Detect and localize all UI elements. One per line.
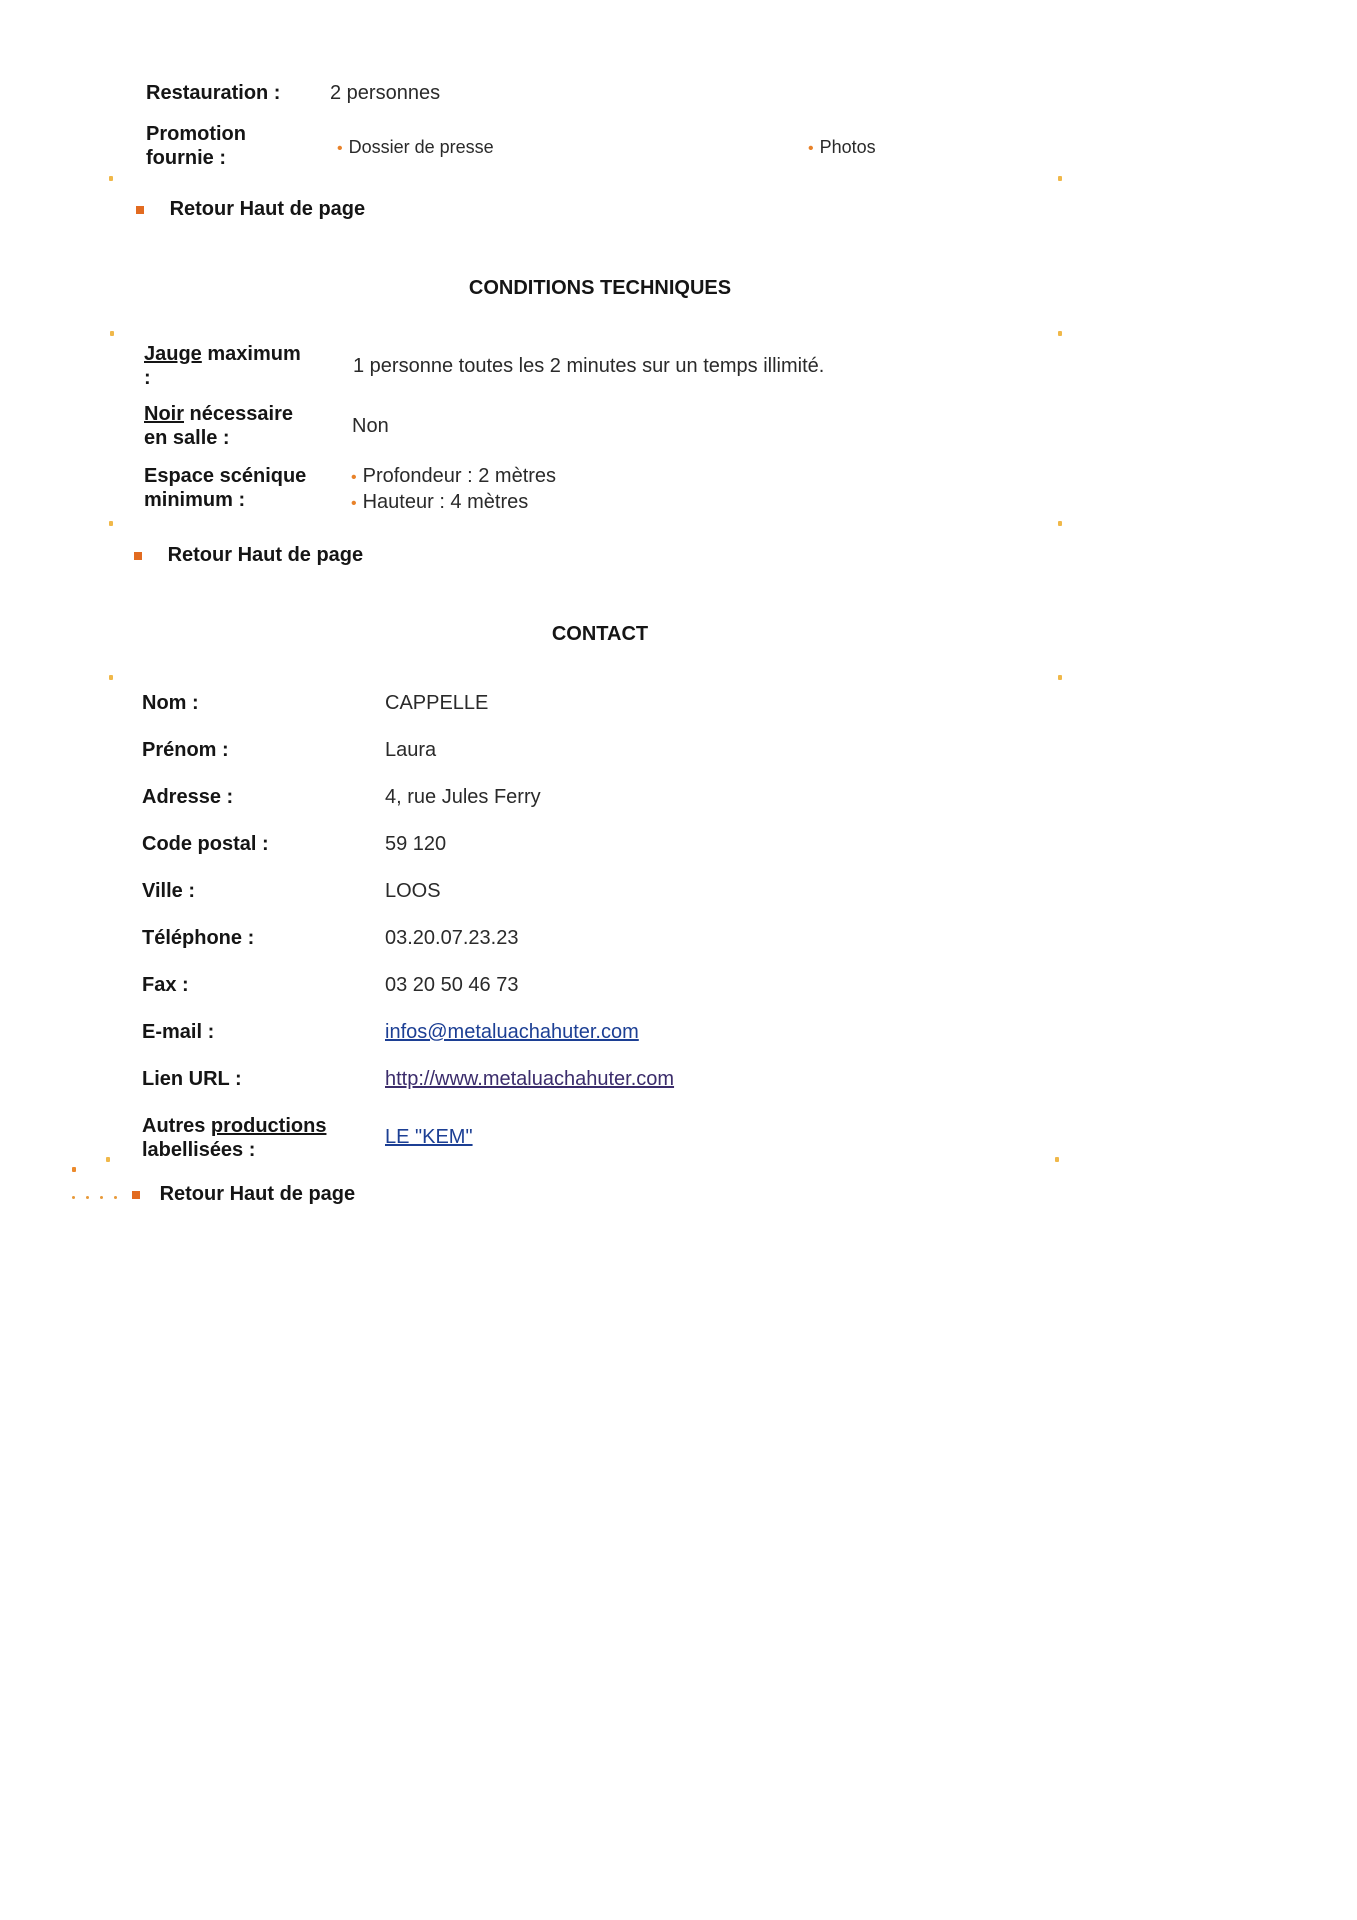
espace-label-line1: Espace scénique: [144, 465, 307, 487]
dotted-leader: [72, 1189, 128, 1207]
noir-label: [144, 402, 293, 450]
jauge-value: 1 personne toutes les 2 minutes sur un temps illimité.: [353, 355, 825, 377]
kem-link[interactable]: LE "KEM": [385, 1126, 473, 1148]
restauration-label: Restauration :: [146, 82, 281, 104]
jauge-label-rest: maximum: [201, 343, 301, 365]
autres-label-plain: Autres: [142, 1115, 211, 1137]
contact-heading: CONTACT: [551, 623, 649, 645]
espace-item: [351, 464, 556, 490]
contact-row-label: Adresse :: [142, 786, 234, 808]
contact-row-value: 03.20.07.23.23: [385, 927, 519, 949]
corner-mark: [1055, 1157, 1059, 1162]
promotion-label: [146, 122, 246, 170]
noir-label-rest: nécessaire: [184, 403, 293, 425]
corner-mark: [1058, 521, 1062, 526]
square-bullet-icon: [132, 1191, 140, 1199]
promotion-item-label: Photos: [819, 137, 876, 157]
contact-row: [142, 926, 842, 973]
contact-row-value: CAPPELLE: [385, 692, 489, 714]
promotion-item: [337, 136, 494, 160]
contact-row-label: Téléphone :: [142, 927, 255, 949]
espace-label-line2: minimum :: [144, 489, 246, 511]
back-to-top-label: Retour Haut de page: [159, 1183, 356, 1205]
restauration-value: 2 personnes: [330, 82, 441, 104]
autres-label-line2: labellisées :: [142, 1139, 256, 1161]
corner-mark: [110, 331, 114, 336]
noir-value: Non: [352, 415, 389, 437]
autres-label: [142, 1114, 842, 1162]
jauge-label-line2: :: [144, 367, 151, 389]
espace-item-label: Hauteur : 4 mètres: [362, 491, 529, 513]
contact-row-label: Fax :: [142, 974, 189, 996]
back-to-top-label: Retour Haut de page: [167, 544, 364, 566]
bullet-icon: •: [808, 140, 814, 157]
corner-mark: [109, 675, 113, 680]
contact-row-url: [142, 1067, 842, 1114]
contact-row-label: Prénom :: [142, 739, 229, 761]
espace-item: [351, 490, 556, 516]
back-to-top-link[interactable]: [132, 1182, 355, 1206]
noir-label-underlined: Noir: [144, 403, 184, 425]
corner-mark: [106, 1157, 110, 1162]
email-link[interactable]: infos@metaluachahuter.com: [385, 1021, 639, 1043]
contact-row-value: Laura: [385, 739, 437, 761]
contact-row: [142, 785, 842, 832]
square-bullet-icon: [136, 206, 144, 214]
bullet-icon: •: [351, 469, 357, 486]
bullet-icon: •: [351, 495, 357, 512]
espace-list: [351, 464, 556, 516]
contact-row-value: LOOS: [385, 880, 441, 902]
noir-label-line2: en salle :: [144, 427, 230, 449]
contact-row-value: 59 120: [385, 833, 447, 855]
corner-mark: [109, 176, 113, 181]
promotion-label-line1: Promotion: [146, 123, 246, 145]
promotion-item-label: Dossier de presse: [348, 137, 494, 157]
contact-row: [142, 691, 842, 738]
url-link[interactable]: http://www.metaluachahuter.com: [385, 1068, 675, 1090]
conditions-heading: CONDITIONS TECHNIQUES: [468, 277, 732, 299]
contact-row-label: Nom :: [142, 692, 199, 714]
contact-row-value: 03 20 50 46 73: [385, 974, 519, 996]
back-to-top-link[interactable]: [136, 197, 365, 221]
square-bullet-icon: [134, 552, 142, 560]
corner-mark: [1058, 675, 1062, 680]
url-label: Lien URL :: [142, 1068, 242, 1090]
email-label: E-mail :: [142, 1021, 215, 1043]
bullet-icon: •: [337, 140, 343, 157]
contact-table: [142, 691, 842, 1168]
contact-row: [142, 973, 842, 1020]
promotion-label-line2: fournie :: [146, 147, 226, 169]
promotion-item: [808, 136, 876, 160]
contact-row: [142, 738, 842, 785]
contact-row: [142, 832, 842, 879]
contact-row-value: 4, rue Jules Ferry: [385, 786, 541, 808]
back-to-top-label: Retour Haut de page: [169, 198, 366, 220]
contact-row-label: Ville :: [142, 880, 195, 902]
autres-label-underlined: productions: [210, 1115, 327, 1137]
contact-row-email: [142, 1020, 842, 1067]
contact-row-autres: [142, 1114, 842, 1168]
corner-mark: [72, 1167, 76, 1172]
contact-row: [142, 879, 842, 926]
corner-mark: [1058, 331, 1062, 336]
back-to-top-link[interactable]: [134, 543, 363, 567]
espace-item-label: Profondeur : 2 mètres: [362, 465, 557, 487]
corner-mark: [109, 521, 113, 526]
corner-mark: [1058, 176, 1062, 181]
jauge-label-underlined: Jauge: [144, 343, 202, 365]
contact-row-label: Code postal :: [142, 833, 269, 855]
jauge-label: [144, 342, 301, 390]
espace-label: [144, 464, 306, 512]
